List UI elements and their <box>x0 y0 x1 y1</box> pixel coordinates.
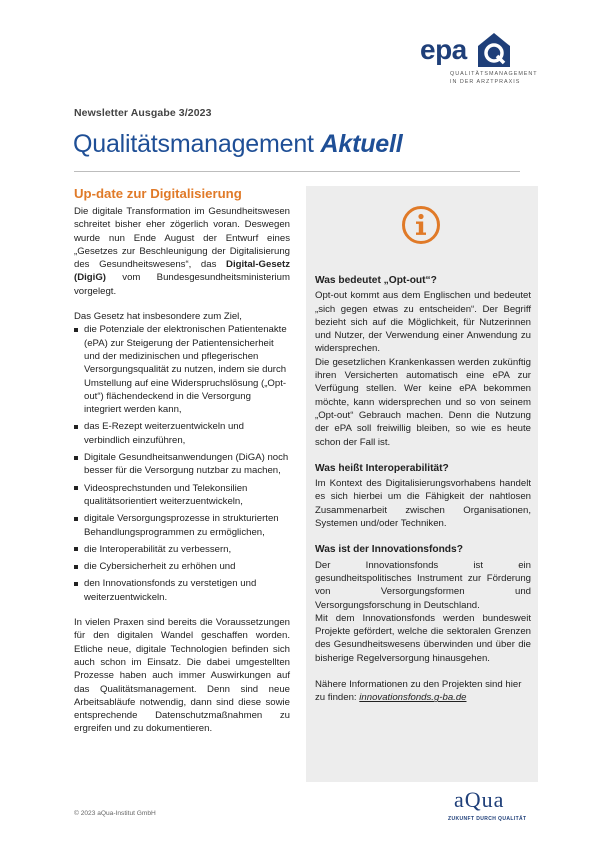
aqua-logo <box>448 787 538 827</box>
title-main: Qualitätsmanagement <box>73 130 314 158</box>
list-item: Videosprechstunden und Telekonsilien qualitätsorientiert weiterzuentwickeln, <box>74 482 290 509</box>
info-box-content <box>315 274 531 705</box>
faq-interoperability <box>315 462 531 530</box>
list-item: die Interoperabilität zu verbessern, <box>74 543 290 556</box>
copyright: © 2023 aQua-Institut GmbH <box>74 810 156 817</box>
innovationsfonds-link[interactable]: innovationsfonds.g-ba.de <box>359 692 467 704</box>
list-item: die Cybersicherheit zu erhöhen und <box>74 560 290 573</box>
main-article <box>74 186 290 736</box>
faq-innovation-fund <box>315 543 531 665</box>
list-item: den Innovationsfonds zu verstetigen und weiterzuentwickeln. <box>74 577 290 604</box>
aims-intro: Das Gesetz hat insbesondere zum Ziel, <box>74 311 242 323</box>
list-item: digitale Versorgungsprozesse in strukturierten Behandlungsprogrammen zu ermöglichen, <box>74 512 290 539</box>
page-title <box>73 130 402 159</box>
epa-logo-tagline: QUALITÄTSMANAGEMENT IN DER ARZTPRAXIS <box>450 71 538 85</box>
faq-paragraph: Im Kontext des Digitalisierungsvorhabens handelt es sich hierbei um die Fähigkeit der nahtlosen Zusammenarbeit zwischen Organisationen, Systemen und/oder Techniken. <box>315 478 531 530</box>
article-heading: Up-date zur Digitalisierung <box>74 186 242 201</box>
article-intro: Die digitale Transformation im Gesundheitswesen schreitet bisher eher zögerlich voran. Deswegen wurde nun Ende August der Entwurf eines „Gesetzes zur Beschleunigung der Digitalisierung des Gesundheitswesens“, das Digital-Gesetz (DigiG) vom Bundesgesundheitsministerium vorgelegt. <box>74 206 290 297</box>
house-q-icon <box>474 30 514 70</box>
faq-paragraph: Der Innovationsfonds ist ein gesundheitspolitisches Instrument zur Förderung von Versorgungsformen und Versorgungsforschung in Deutschland. <box>315 559 531 611</box>
issue-label: Newsletter Ausgabe 3/2023 <box>74 107 212 119</box>
more-info: Nähere Informationen zu den Projekten sind hier zu finden: innovationsfonds.g-ba.de <box>315 679 522 704</box>
aims-list <box>74 323 290 604</box>
article-closing: In vielen Praxen sind bereits die Voraussetzungen für den digitalen Wandel geschaffen worden. Etliche neue, digitale Technologien befinden sich auch schon im Einsatz. Die dabei umgestellten Prozesse haben auch immer Auswirkungen auf das Qualitätsmanagement. Denn sind neue Arbeitsabläufe notwendig, dann sind diese sowie entsprechende Datenschutzmaßnahmen zu ergreifen und zu dokumentieren. <box>74 617 290 735</box>
faq-paragraph: Mit dem Innovationsfonds werden bundesweit Projekte gefördert, welche die sektoralen Grenzen des Gesundheitswesens überwinden und über die bisherige Regelversorgung hinausgehen. <box>315 612 531 664</box>
title-divider <box>74 171 520 172</box>
aqua-logo-tagline: ZUKUNFT DURCH QUALITÄT <box>448 816 527 822</box>
aqua-logo-word: aQua <box>454 787 505 812</box>
list-item: das E-Rezept weiterzuentwickeln und verbindlich einzuführen, <box>74 420 290 447</box>
info-icon <box>401 205 441 245</box>
title-emphasis: Aktuell <box>320 130 403 158</box>
faq-heading: Was heißt Interoperabilität? <box>315 462 449 474</box>
faq-paragraph: Die gesetzlichen Krankenkassen werden zukünftig ihren Versicherten automatisch eine ePA zur Verfügung stellen. Wer keine ePA bekommen möchte, kann widersprechen und so von seinem „Opt-out“ Gebrauch machen. Denn die Nutzung der ePA soll freiwillig bleiben, so wie es heute schon der Fall ist. <box>315 356 531 448</box>
list-item: Digitale Gesundheitsanwendungen (DiGA) noch besser für die Versorgung nutzbar zu machen, <box>74 451 290 478</box>
list-item: die Potenziale der elektronischen Patientenakte (ePA) zur Steigerung der Patientensicherheit und der medizinischen und pflegerischen Versorgungsqualität zu nutzen, indem sie durch Umstellung auf eine Widerspruchslösung („Opt-out“) flächendeckend in die Versorgung integriert werden kann, <box>74 323 290 416</box>
faq-opt-out <box>315 274 531 449</box>
info-box <box>306 186 538 782</box>
epa-logo <box>420 30 538 90</box>
law-name: Digital-Gesetz (DigiG) <box>74 259 290 284</box>
epa-logo-word: epa <box>420 34 467 65</box>
faq-paragraph: Opt-out kommt aus dem Englischen und bedeutet „sich gegen etwas zu entscheiden“. Der Begriff bezieht sich auf die Möglichkeit, für Nutzerinnen und Nutzer, der Verwendung einer Anwendung zu widersprechen. <box>315 290 531 355</box>
faq-heading: Was bedeutet „Opt-out“? <box>315 275 437 286</box>
faq-heading: Was ist der Innovationsfonds? <box>315 544 463 556</box>
